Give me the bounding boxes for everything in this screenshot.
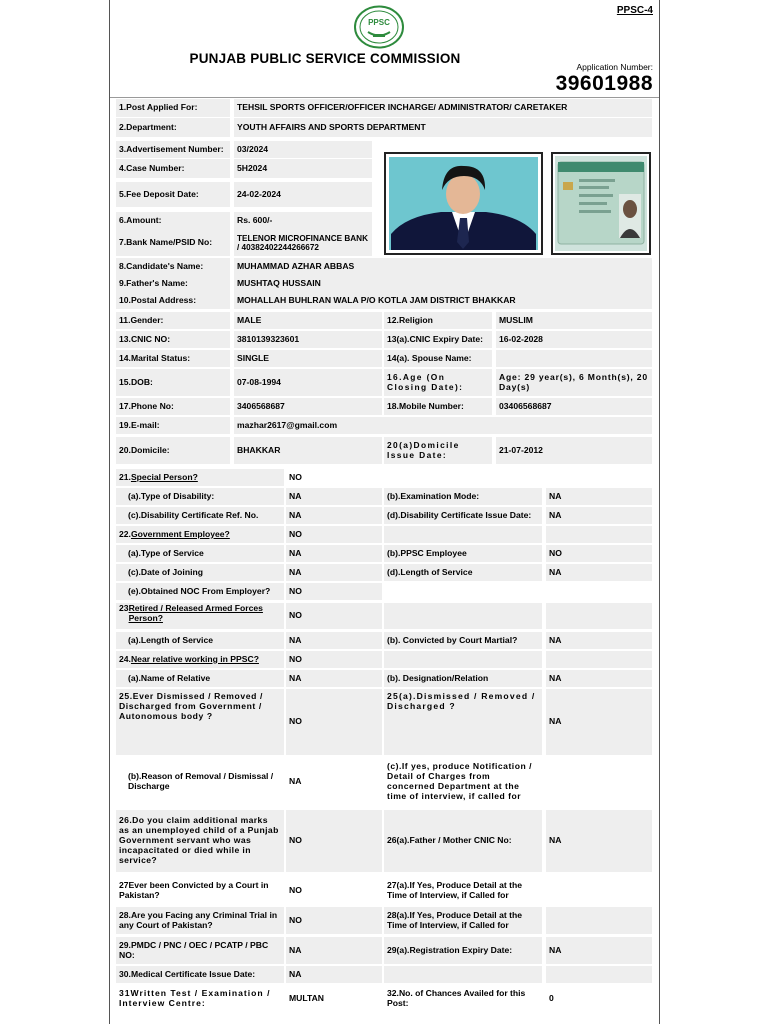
disability-type-label: (a).Type of Disability: <box>116 488 284 505</box>
dismissed-a-label: 25(a).Dismissed / Removed / Discharged ? <box>384 689 542 755</box>
special-person-label: 21. Special Person? <box>116 469 284 486</box>
blank-cell <box>546 651 652 668</box>
mobile-value: 03406568687 <box>496 398 652 415</box>
address-label: 10.Postal Address: <box>116 292 230 309</box>
cnic-card-thumbnail <box>553 154 649 253</box>
parent-cnic-value: NA <box>546 810 652 872</box>
blank-cell <box>546 603 652 629</box>
registration-expiry-label: 29(a).Registration Expiry Date: <box>384 937 542 964</box>
bank-value: TELENOR MICROFINANCE BANK / 40382402244266672 <box>234 230 372 256</box>
disability-cert-date-value: NA <box>546 507 652 524</box>
noc-label: (e).Obtained NOC From Employer? <box>116 583 284 600</box>
department-value: YOUTH AFFAIRS AND SPORTS DEPARTMENT <box>234 118 652 137</box>
relative-designation-value: NA <box>546 670 652 687</box>
armed-length-label: (a).Length of Service <box>116 632 284 649</box>
email-label: 19.E-mail: <box>116 417 230 434</box>
unemployed-child-value: NO <box>286 810 382 872</box>
convicted-detail-label: 27(a).If Yes, Produce Detail at the Time of Interview, if Called for <box>384 878 542 904</box>
blank-cell <box>384 603 542 629</box>
domicile-issue-label: 20(a)Domicile Issue Date: <box>384 437 492 464</box>
registration-expiry-value: NA <box>546 937 652 964</box>
header-divider <box>110 97 659 98</box>
pmdc-label: 29.PMDC / PNC / OEC / PCATP / PBC NO: <box>116 937 284 964</box>
case-label: 4.Case Number: <box>116 159 230 178</box>
cnic-label: 13.CNIC NO: <box>116 331 230 348</box>
mobile-label: 18.Mobile Number: <box>384 398 492 415</box>
domicile-label: 20.Domicile: <box>116 437 230 464</box>
unemployed-child-label: 26.Do you claim additional marks as an unemployed child of a Punjab Government servant who was incapacitated or died while in service? <box>116 810 284 872</box>
criminal-trial-detail-label: 28(a).If Yes, Produce Detail at the Time of Interview, if Called for <box>384 907 542 934</box>
amount-value: Rs. 600/- <box>234 212 372 230</box>
gender-value: MALE <box>234 312 382 329</box>
cnic-expiry-label: 13(a).CNIC Expiry Date: <box>384 331 492 348</box>
candidate-portrait <box>386 154 541 253</box>
father-name-label: 9.Father's Name: <box>116 275 230 292</box>
joining-date-label: (c).Date of Joining <box>116 564 284 581</box>
email-value: mazhar2617@gmail.com <box>234 417 652 434</box>
blank-cell <box>384 526 542 543</box>
religion-label: 12.Religion <box>384 312 492 329</box>
parent-cnic-label: 26(a).Father / Mother CNIC No: <box>384 810 542 872</box>
relative-ppsc-label: 24. Near relative working in PPSC? <box>116 651 284 668</box>
joining-date-value: NA <box>286 564 382 581</box>
exam-centre-value: MULTAN <box>286 986 382 1012</box>
convicted-detail-value <box>546 878 652 904</box>
exam-centre-label: 31Written Test / Examination / Interview Centre: <box>116 986 284 1012</box>
age-label: 16.Age (On Closing Date): <box>384 369 492 396</box>
amount-label: 6.Amount: <box>116 212 230 230</box>
court-martial-value: NA <box>546 632 652 649</box>
spouse-label: 14(a). Spouse Name: <box>384 350 492 367</box>
blank-cell <box>384 966 542 983</box>
advertisement-value: 03/2024 <box>234 141 372 158</box>
armed-forces-value: NO <box>286 603 382 629</box>
service-type-value: NA <box>286 545 382 562</box>
marital-label: 14.Marital Status: <box>116 350 230 367</box>
application-number: 39601988 <box>555 72 653 95</box>
medical-cert-value: NA <box>286 966 382 983</box>
spouse-value <box>496 350 652 367</box>
pmdc-value: NA <box>286 937 382 964</box>
candidate-photo <box>384 152 543 255</box>
govt-employee-value: NO <box>286 526 382 543</box>
blank-cell <box>546 526 652 543</box>
notification-value <box>546 758 652 806</box>
dismissed-label: 25.Ever Dismissed / Removed / Discharged from Government / Autonomous body ? <box>116 689 284 755</box>
post-label: 1.Post Applied For: <box>116 99 230 117</box>
relative-ppsc-value: NO <box>286 651 382 668</box>
criminal-trial-label: 28.Are you Facing any Criminal Trial in any Court of Pakistan? <box>116 907 284 934</box>
relative-name-value: NA <box>286 670 382 687</box>
ppsc-logo <box>353 5 405 49</box>
chances-value: 0 <box>546 986 652 1012</box>
notification-label: (c).If yes, produce Notification / Detail of Charges from concerned Department at the time of interview, if called for <box>384 758 542 806</box>
phone-label: 17.Phone No: <box>116 398 230 415</box>
marital-value: SINGLE <box>234 350 382 367</box>
application-form <box>109 0 660 1024</box>
religion-value: MUSLIM <box>496 312 652 329</box>
cnic-value: 3810139323601 <box>234 331 382 348</box>
dismissed-a-value: NA <box>546 689 652 755</box>
case-value: 5H2024 <box>234 159 372 178</box>
domicile-value: BHAKKAR <box>234 437 382 464</box>
svg-text:PPSC: PPSC <box>368 18 390 27</box>
relative-designation-label: (b). Designation/Relation <box>384 670 542 687</box>
service-length-label: (d).Length of Service <box>384 564 542 581</box>
convicted-value: NO <box>286 878 382 904</box>
relative-name-label: (a).Name of Relative <box>116 670 284 687</box>
address-value: MOHALLAH BUHLRAN WALA P/O KOTLA JAM DISTRICT BHAKKAR <box>234 292 652 309</box>
medical-cert-label: 30.Medical Certificate Issue Date: <box>116 966 284 983</box>
bank-label: 7.Bank Name/PSID No: <box>116 230 230 256</box>
ppsc-employee-label: (b).PPSC Employee <box>384 545 542 562</box>
service-length-value: NA <box>546 564 652 581</box>
removal-reason-value: NA <box>286 758 382 806</box>
removal-reason-label: (b).Reason of Removal / Dismissal / Discharge <box>116 758 284 806</box>
application-number-label: Application Number: <box>576 62 653 72</box>
phone-value: 3406568687 <box>234 398 382 415</box>
dob-label: 15.DOB: <box>116 369 230 396</box>
gender-label: 11.Gender: <box>116 312 230 329</box>
disability-cert-label: (c).Disability Certificate Ref. No. <box>116 507 284 524</box>
dob-value: 07-08-1994 <box>234 369 382 396</box>
service-type-label: (a).Type of Service <box>116 545 284 562</box>
criminal-trial-value: NO <box>286 907 382 934</box>
form-code: PPSC-4 <box>616 5 653 16</box>
disability-cert-date-label: (d).Disability Certificate Issue Date: <box>384 507 542 524</box>
father-name-value: MUSHTAQ HUSSAIN <box>234 275 652 292</box>
domicile-issue-value: 21-07-2012 <box>496 437 652 464</box>
disability-cert-value: NA <box>286 507 382 524</box>
advertisement-label: 3.Advertisement Number: <box>116 141 230 158</box>
fee-date-value: 24-02-2024 <box>234 182 372 207</box>
candidate-name-value: MUHAMMAD AZHAR ABBAS <box>234 258 652 275</box>
cnic-card-image <box>551 152 651 255</box>
blank-cell <box>384 651 542 668</box>
fee-date-label: 5.Fee Deposit Date: <box>116 182 230 207</box>
armed-length-value: NA <box>286 632 382 649</box>
disability-type-value: NA <box>286 488 382 505</box>
noc-value: NO <box>286 583 382 600</box>
court-martial-label: (b). Convicted by Court Martial? <box>384 632 542 649</box>
armed-forces-label: 23 Retired / Released Armed Forces Person? <box>116 603 284 629</box>
criminal-trial-detail-value <box>546 907 652 934</box>
blank-cell <box>546 966 652 983</box>
dismissed-value: NO <box>286 689 382 755</box>
commission-title: PUNJAB PUBLIC SERVICE COMMISSION <box>189 51 461 66</box>
post-value: TEHSIL SPORTS OFFICER/OFFICER INCHARGE/ ADMINISTRATOR/ CARETAKER <box>234 99 652 117</box>
convicted-label: 27Ever been Convicted by a Court in Pakistan? <box>116 878 284 904</box>
exam-mode-label: (b).Examination Mode: <box>384 488 542 505</box>
cnic-expiry-value: 16-02-2028 <box>496 331 652 348</box>
age-value: Age: 29 year(s), 6 Month(s), 20 Day(s) <box>496 369 652 396</box>
chances-label: 32.No. of Chances Availed for this Post: <box>384 986 542 1012</box>
exam-mode-value: NA <box>546 488 652 505</box>
department-label: 2.Department: <box>116 118 230 137</box>
govt-employee-label: 22. Government Employee? <box>116 526 284 543</box>
candidate-name-label: 8.Candidate's Name: <box>116 258 230 275</box>
ppsc-employee-value: NO <box>546 545 652 562</box>
special-person-value: NO <box>286 469 382 486</box>
